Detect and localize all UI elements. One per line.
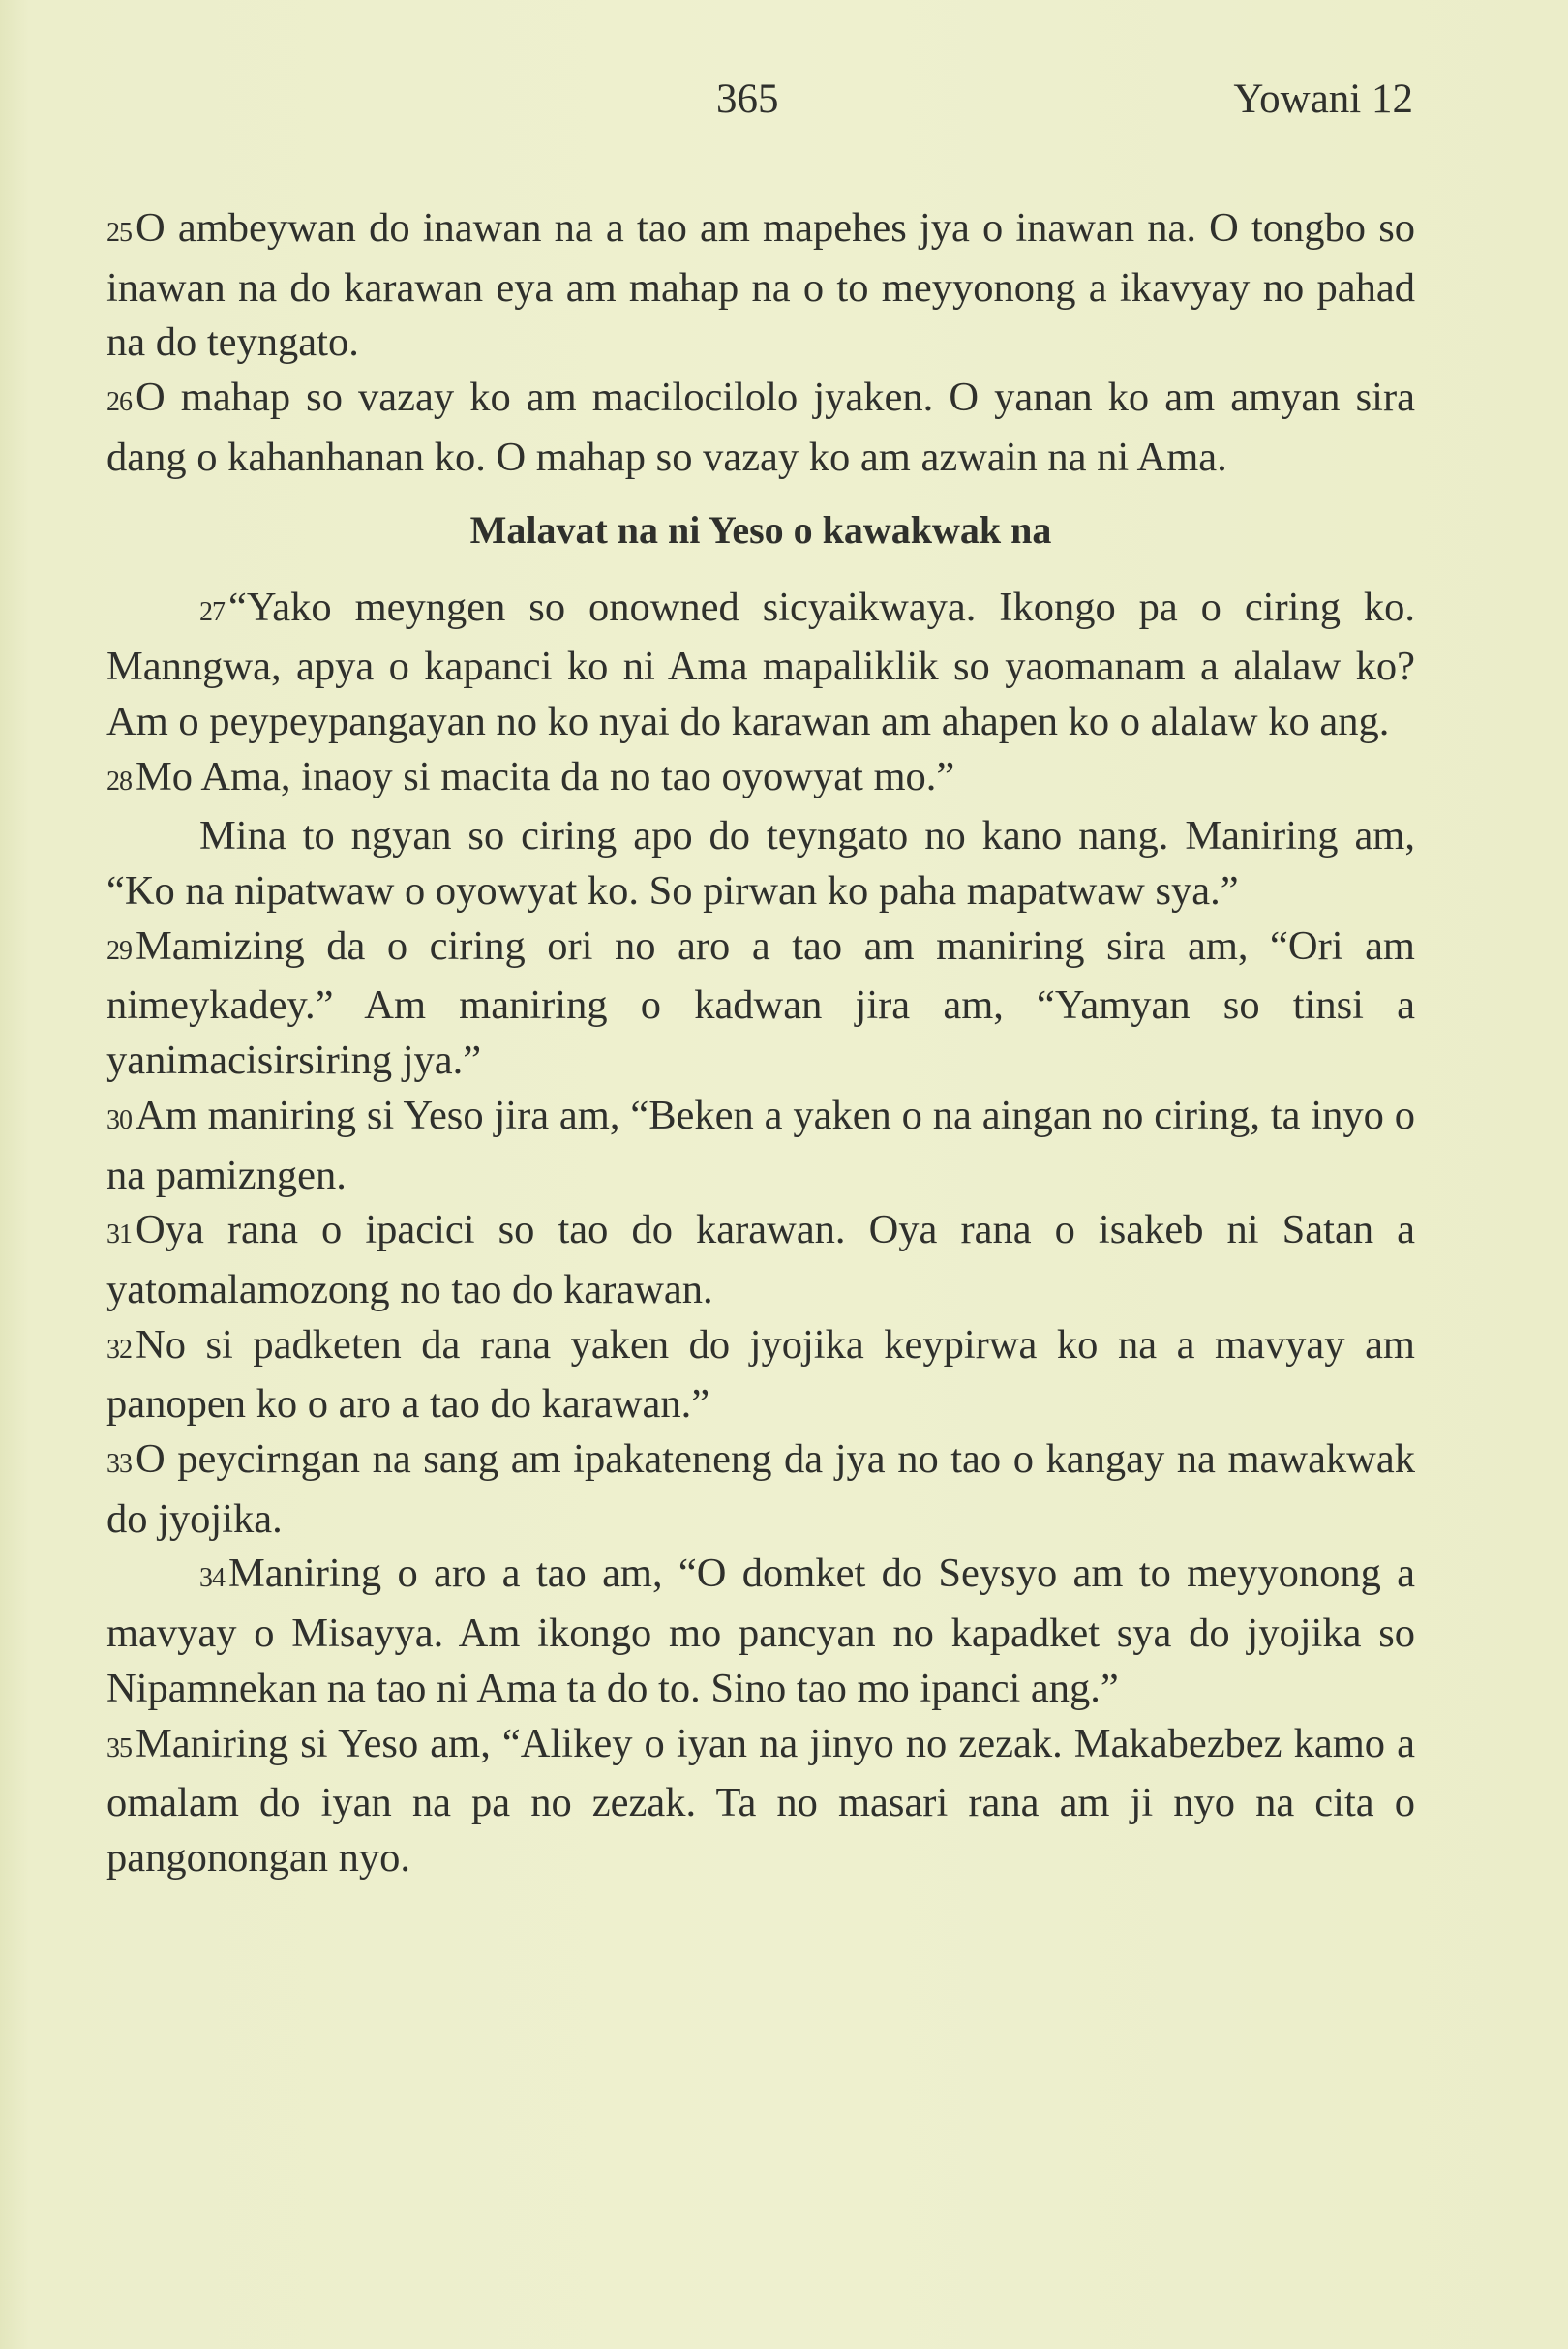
verse-paragraph (106, 1547, 1415, 1716)
verse-number: 26 (106, 387, 132, 418)
verse-text: Am maniring si Yeso jira am, “Beken a yaken o na aingan no ciring, ta inyo o na pamizngen. (106, 1092, 1415, 1198)
verse-paragraph (106, 1318, 1415, 1432)
verse-paragraph (106, 1432, 1415, 1547)
verse-paragraph (106, 581, 1415, 750)
verse-number: 31 (106, 1220, 132, 1250)
verse-text: No si padketen da rana yaken do jyojika keypirwa ko na a mavyay am panopen ko o aro a tao do karawan.” (106, 1321, 1415, 1428)
verse-number: 33 (106, 1449, 132, 1480)
verse-number: 32 (106, 1334, 132, 1365)
verse-number: 29 (106, 935, 132, 966)
verse-number: 27 (199, 596, 225, 627)
verse-paragraph (106, 371, 1415, 485)
verse-paragraph (106, 1717, 1415, 1886)
verse-text: Oya rana o ipacici so tao do karawan. Oya rana o isakeb ni Satan a yatomalamozong no tao do karawan. (106, 1207, 1415, 1312)
verse-text: Maniring si Yeso am, “Alikey o iyan na jinyo no zezak. Makabezbez kamo a omalam do iyan na pa no zezak. Ta no masari rana am ji nyo na cita o pangonongan nyo. (106, 1720, 1415, 1881)
verse-paragraph (106, 919, 1415, 1089)
verse-text: Maniring o aro a tao am, “O domket do Seysyo am to meyyonong a mavyay o Misayya. Am ikongo mo pancyan no kapadket sya do jyojika so Nipamnekan na tao ni Ama ta do to. Sino tao mo ipanci ang.” (106, 1551, 1415, 1711)
verse-text: Mo Ama, inaoy si macita da no tao oyowyat mo.” (136, 753, 955, 799)
verse-text: O ambeywan do inawan na a tao am mapehes jya o inawan na. O tongbo so inawan na do karawan eya am mahap na o to meyyonong a ikavyay no pahad na do teyngato. (106, 205, 1415, 366)
verse-text: “Yako meyngen so onowned sicyaikwaya. Ikongo pa o ciring ko. Manngwa, apya o kapanci ko ni Ama mapaliklik so yaomanam a alalaw ko? Am o peypeypangayan no ko nyai do karawan am ahapen ko o alalaw ko ang. (106, 584, 1415, 744)
page-header (0, 75, 1568, 134)
verse-number: 25 (106, 218, 132, 248)
continued-paragraph: Mina to ngyan so ciring apo do teyngato no kano nang. Maniring am, “Ko na nipatwaw o oyowyat ko. So pirwan ko paha mapatwaw sya.” (106, 813, 1415, 915)
running-head: Yowani 12 (1233, 76, 1413, 122)
verse-text: O mahap so vazay ko am macilocilolo jyaken. O yanan ko am amyan sira dang o kahanhanan ko. O mahap so vazay ko am azwain na ni Ama. (106, 375, 1415, 480)
section-heading: Malavat na ni Yeso o kawakwak na (469, 507, 1052, 552)
page-number: 365 (716, 76, 779, 122)
verse-paragraph (106, 201, 1415, 371)
verse-paragraph (106, 750, 1415, 810)
verse-paragraph (106, 1203, 1415, 1317)
verse-paragraph (106, 1089, 1415, 1203)
body-text (106, 201, 1415, 1886)
verse-number: 28 (106, 766, 132, 797)
verse-number: 30 (106, 1104, 132, 1135)
verse-number: 34 (199, 1563, 225, 1594)
verse-number: 35 (106, 1732, 132, 1763)
verse-text: O peycirngan na sang am ipakateneng da jya no tao o kangay na mawakwak do jyojika. (106, 1436, 1415, 1542)
verse-text: Mamizing da o ciring ori no aro a tao am maniring sira am, “Ori am nimeykadey.” Am maniring o kadwan jira am, “Yamyan so tinsi a yanimacisirsiring jya.” (106, 922, 1415, 1084)
